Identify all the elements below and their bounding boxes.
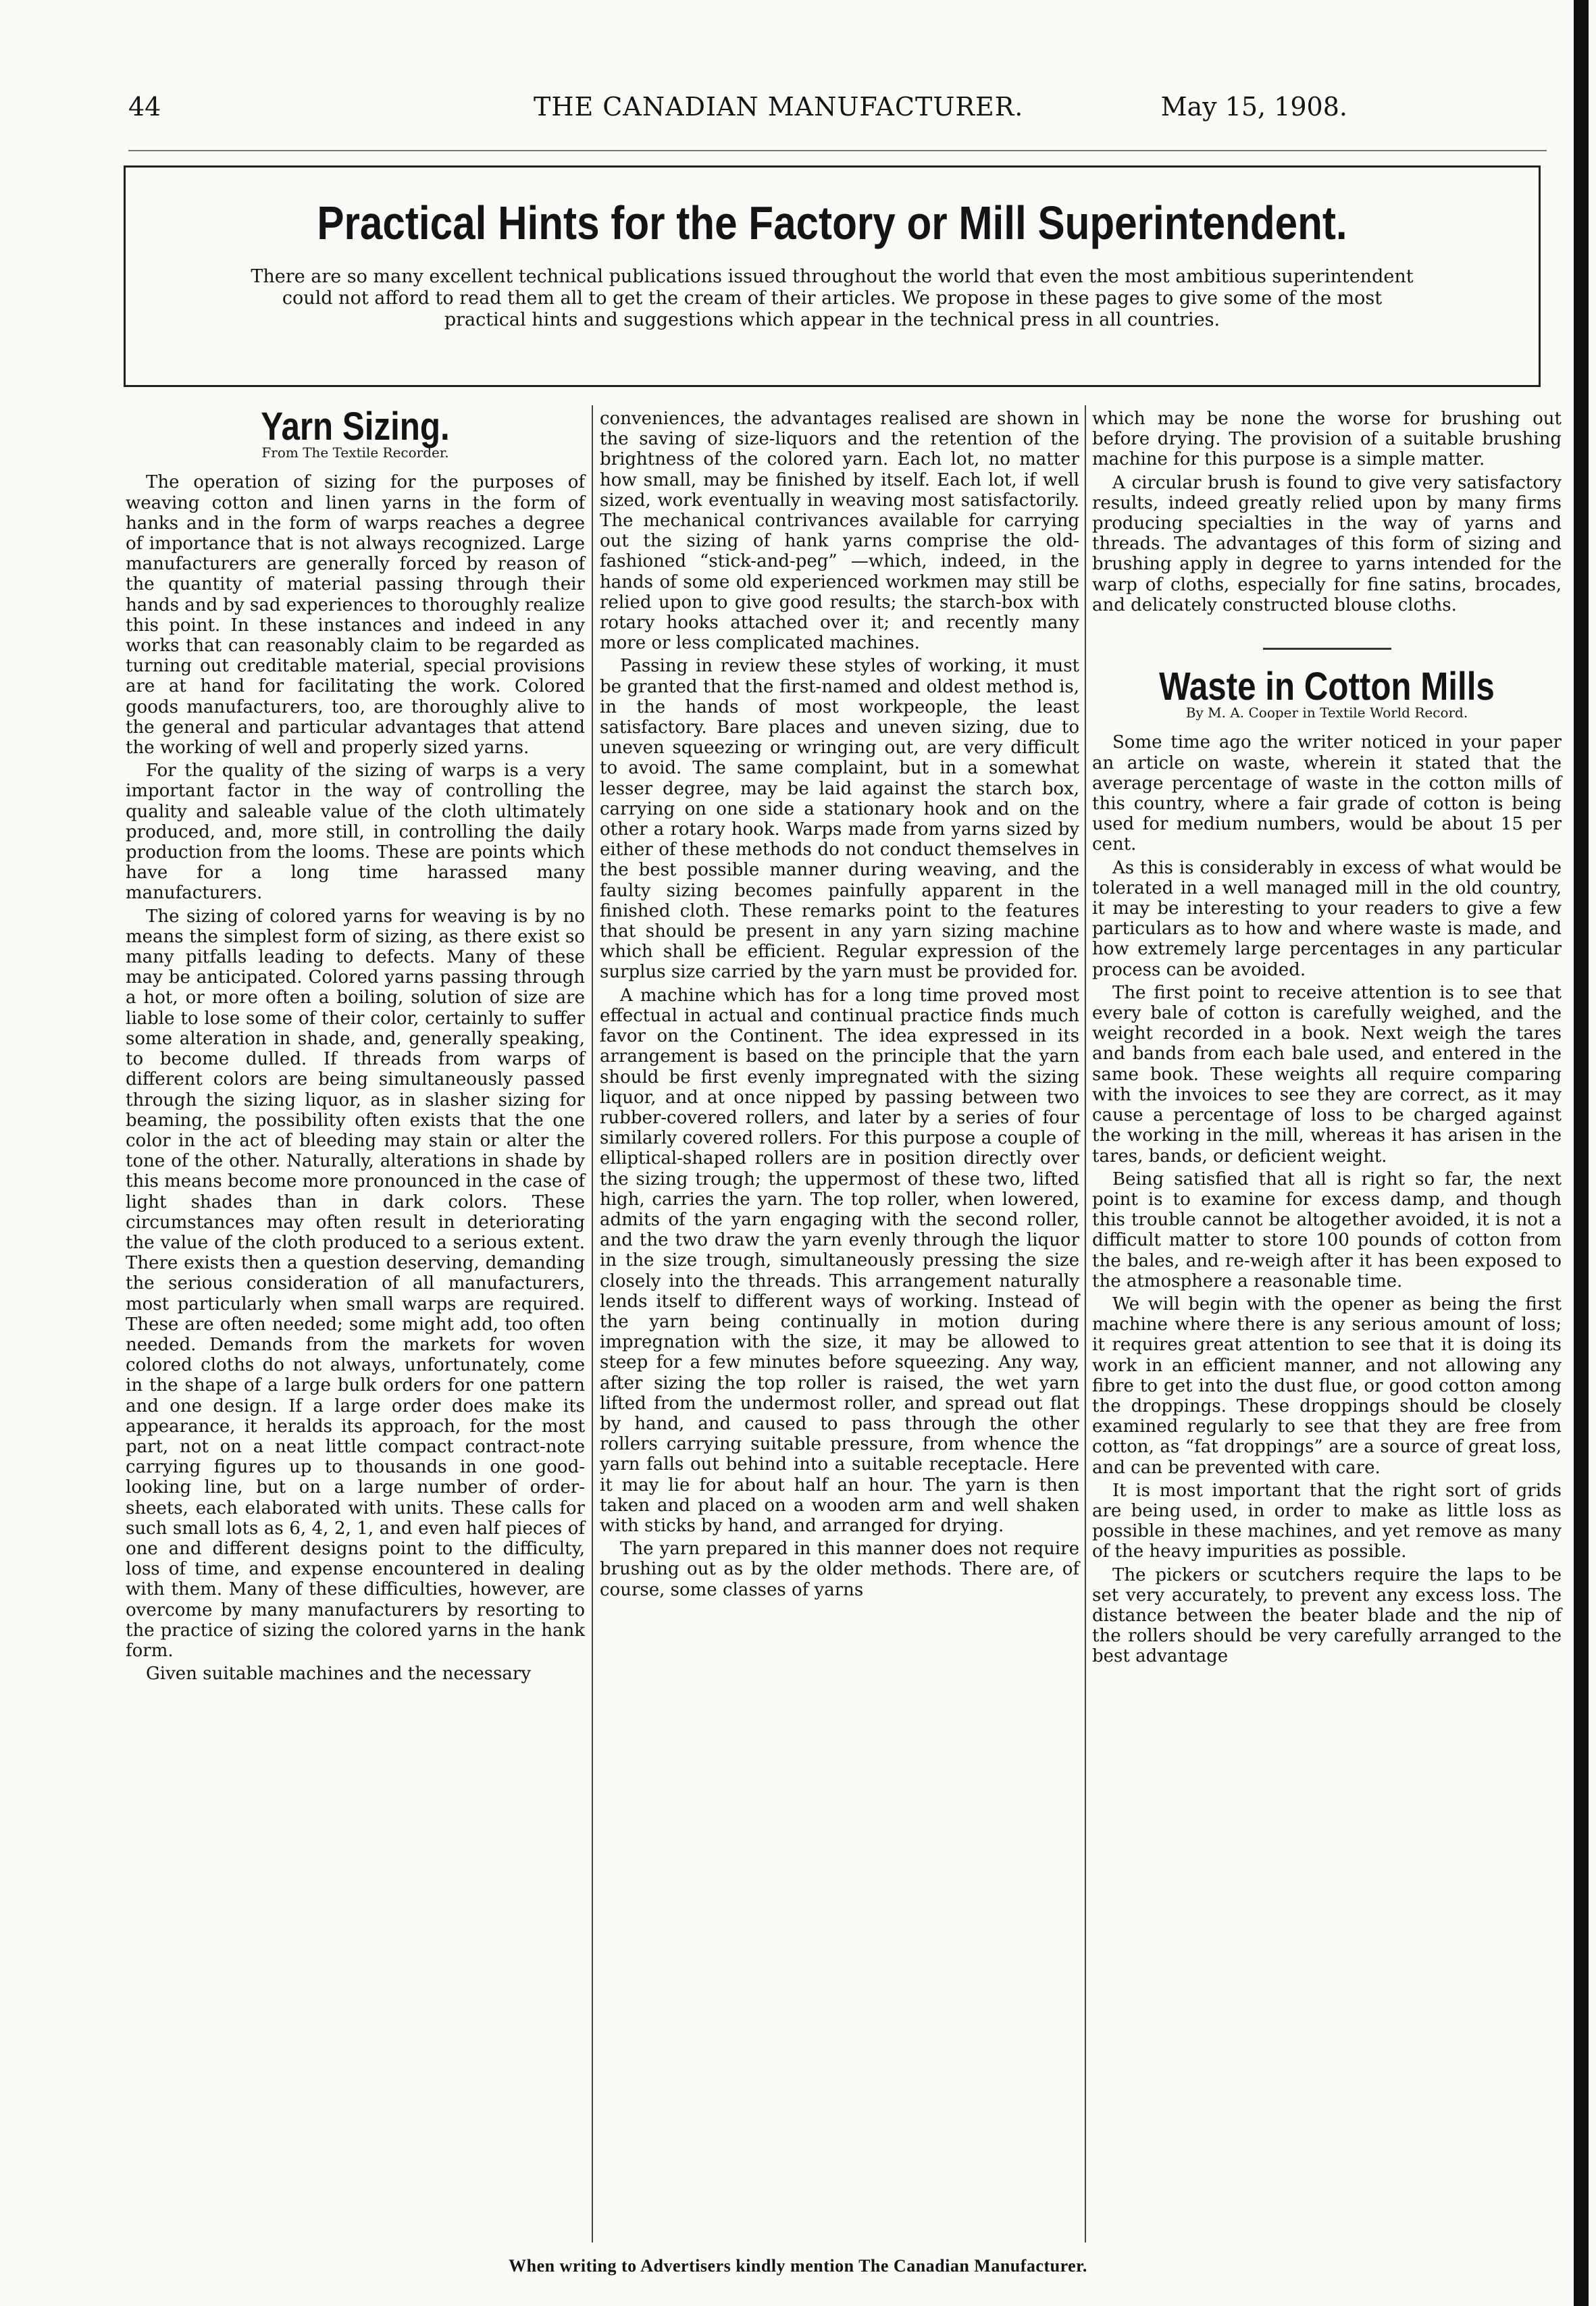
- article-separator: [1263, 648, 1391, 650]
- paragraph: The pickers or scutchers require the laps to be set very accurately, to prevent any excess loss. The distance between the beater blade and the nip of the rollers should be very carefully arranged to the best advantage: [1092, 1564, 1562, 1667]
- paragraph: Some time ago the writer noticed in your paper an article on waste, wherein it stated that the average percentage of waste in the cotton mills of this country, where a fair grade of cotton is being used for medium numbers, would be about 15 per cent.: [1092, 732, 1562, 855]
- column-1: [126, 405, 585, 1685]
- paragraph: which may be none the worse for brushing out before drying. The provision of a suitable brushing machine for this purpose is a simple matter.: [1092, 409, 1562, 470]
- header-rule: [128, 150, 1547, 151]
- paragraph: A circular brush is found to give very satisfactory results, indeed greatly relied upon by many firms producing specialties in the way of yarns and threads. The advantages of this form of sizing and brushing apply in degree to yarns intended for the warp of cloths, especially for fine satins, brocades, and delicately constructed blouse cloths.: [1092, 472, 1562, 615]
- paragraph: The first point to receive attention is to see that every bale of cotton is carefully weighed, and the weight recorded in a book. Next weigh the tares and bands from each bale used, and entered in the same book. These weights all require comparing with the invoices to see they are correct, as it may cause a percentage of loss to be charged against the working in the mill, whereas it has arisen in the tares, bands, or deficient weight.: [1092, 982, 1562, 1167]
- article-title-yarn-sizing: Yarn Sizing.: [261, 405, 450, 449]
- article-title-waste-in-cotton-mills: Waste in Cotton Mills: [1159, 665, 1495, 709]
- section-intro: There are so many excellent technical publications issued throughout the world that even the most ambitious superintendent could not afford to read them all to get the cream of their articles. We propose in these pages to give some of the most practical hints and suggestions which appear in the technical press in all countries.: [251, 266, 1414, 330]
- article-byline: By M. A. Cooper in Textile World Record.: [1185, 704, 1468, 721]
- section-box: [124, 165, 1541, 387]
- column-rule-1: [592, 405, 593, 2243]
- paragraph: The sizing of colored yarns for weaving is by no means the simplest form of sizing, as there exist so many pitfalls leading to defects. Many of these may be anticipated. Colored yarns passing through a hot, or more often a boiling, solution of size are liable to lose some of their color, certainly to suffer some alteration in shade, and, generally speaking, to become dulled. If threads from warps of different colors are being simultaneously passed through the sizing liquor, as in slasher sizing for beaming, the possibility often exists that the one color in the act of bleeding may stain or alter the tone of the other. Naturally, alterations in shade by this means become more pronounced in the case of light shades than in dark colors. These circumstances may often result in deteriorating the value of the cloth produced to a serious extent. There exists then a question deserving, demanding the serious consideration of all manufacturers, most particularly when small warps are required. These are often needed; some might add, too often needed. Demands from the markets for woven colored cloths do not always, unfortunately, come in the shape of a large bulk orders for one pattern and one design. If a large order does make its appearance, it heralds its approach, for the most part, not on a neat little compact contract-note carrying figures up to thousands in one good-looking line, but on a large number of order-sheets, each elaborated with units. These calls for such small lots as 6, 4, 2, 1, and even half pieces of one and different designs point to the difficulty, loss of time, and expense encountered in dealing with them. Many of these difficulties, however, are overcome by many manufacturers by resorting to the practice of sizing the colored yarns in the hank form.: [126, 906, 585, 1661]
- paragraph: It is most important that the right sort of grids are being used, in order to make as little loss as possible in these machines, and yet remove as many of the heavy impurities as possible.: [1092, 1480, 1562, 1562]
- running-head: [128, 88, 1347, 128]
- issue-date: May 15, 1908.: [1160, 92, 1347, 122]
- section-title: Practical Hints for the Factory or Mill Superintendent.: [317, 197, 1347, 249]
- column-rule-2: [1085, 405, 1086, 2243]
- column-3: [1092, 409, 1562, 1667]
- article-source: From The Textile Recorder.: [261, 444, 449, 461]
- paragraph: For the quality of the sizing of warps is a very important factor in the way of controlling the quality and saleable value of the cloth ultimately produced, and, more still, in controlling the daily production from the looms. These are points which have for a long time harassed many manufacturers.: [126, 761, 585, 904]
- advertiser-notice: When writing to Advertisers kindly mention The Canadian Manufacturer.: [509, 2256, 1087, 2276]
- paragraph: Passing in review these styles of working, it must be granted that the first-named and oldest method is, in the hands of most workpeople, the least satisfactory. Bare places and uneven sizing, due to uneven squeezing or wringing out, are very difficult to avoid. The same complaint, but in a somewhat lesser degree, may be laid against the starch box, carrying on one side a stationary hook and on the other a rotary hook. Warps made from yarns sized by either of these methods do not conduct themselves in the best possible manner during weaving, and the faulty sizing becomes painfully apparent in the finished cloth. These remarks point to the features that should be present in any yarn sizing machine which shall be efficient. Regular expression of the surplus size carried by the yarn must be provided for.: [600, 656, 1079, 983]
- paragraph: The operation of sizing for the purposes of weaving cotton and linen yarns in the form of hanks and in the form of warps reaches a degree of importance that is not always recognized. Large manufacturers are generally forced by reason of the quantity of material passing through their hands and by sad experiences to thoroughly realize this point. In these instances and indeed in any works that can reasonably claim to be regarded as turning out creditable material, special provisions are at hand for facilitating the work. Colored goods manufacturers, too, are thoroughly alive to the general and particular advantages that attend the working of well and properly sized yarns.: [126, 472, 585, 759]
- paragraph: The yarn prepared in this manner does not require brushing out as by the older methods. There are, of course, some classes of yarns: [600, 1539, 1079, 1600]
- page-number: 44: [128, 92, 161, 122]
- column-2: [600, 409, 1079, 1600]
- page-edge-bar: [1574, 0, 1589, 2306]
- paragraph: As this is considerably in excess of what would be tolerated in a well managed mill in the old country, it may be interesting to your readers to give a few particulars as to how and where waste is made, and how extremely large percentages in any particular process can be avoided.: [1092, 857, 1562, 980]
- journal-title: THE CANADIAN MANUFACTURER.: [534, 92, 1024, 122]
- paragraph: Being satisfied that all is right so far, the next point is to examine for excess damp, and though this trouble cannot be altogether avoided, it is not a difficult matter to store 100 pounds of cotton from the bales, and re-weigh after it has been exposed to the atmosphere a reasonable time.: [1092, 1169, 1562, 1291]
- paragraph: Given suitable machines and the necessary: [146, 1664, 532, 1685]
- paragraph: A machine which has for a long time proved most effectual in actual and continual practice finds much favor on the Continent. The idea expressed in its arrangement is based on the principle that the yarn should be first evenly impregnated with the sizing liquor, and at once nipped by passing between two rubber-covered rollers, and later by a series of four similarly covered rollers. For this purpose a couple of elliptical-shaped rollers are in position directly over the sizing trough; the uppermost of these two, lifted high, carries the yarn. The top roller, when lowered, admits of the yarn engaging with the second roller, and the two draw the yarn evenly through the liquor in the size trough, simultaneously pressing the size closely into the threads. This arrangement naturally lends itself to different ways of working. Instead of the yarn being continually in motion during impregnation with the size, it may be allowed to steep for a few minutes before squeezing. Any way, after sizing the top roller is raised, the wet yarn lifted from the undermost roller, and spread out flat by hand, and caused to pass through the other rollers carrying suitable pressure, from whence the yarn falls out behind into a suitable receptacle. Here it may lie for about half an hour. The yarn is then taken and placed on a wooden arm and well shaken with sticks by hand, and arranged for drying.: [600, 985, 1079, 1536]
- paragraph: conveniences, the advantages realised are shown in the saving of size-liquors and the retention of the brightness of the colored yarn. Each lot, no matter how small, may be finished by itself. Each lot, if well sized, work eventually in weaving most satisfactorily. The mechanical contrivances available for carrying out the sizing of hank yarns comprise the old-fashioned “stick-and-peg” —which, indeed, in the hands of some old experienced workmen may still be relied upon to give good results; the starch-box with rotary hooks attached over it; and recently many more or less complicated machines.: [600, 409, 1079, 654]
- paragraph: We will begin with the opener as being the first machine where there is any serious amount of loss; it requires great attention to see that it is doing its work in an efficient manner, and not allowing any fibre to get into the dust flue, or good cotton among the droppings. These droppings should be closely examined regularly to see that they are free from cotton, as “fat droppings” are a source of great loss, and can be prevented with care.: [1092, 1293, 1562, 1478]
